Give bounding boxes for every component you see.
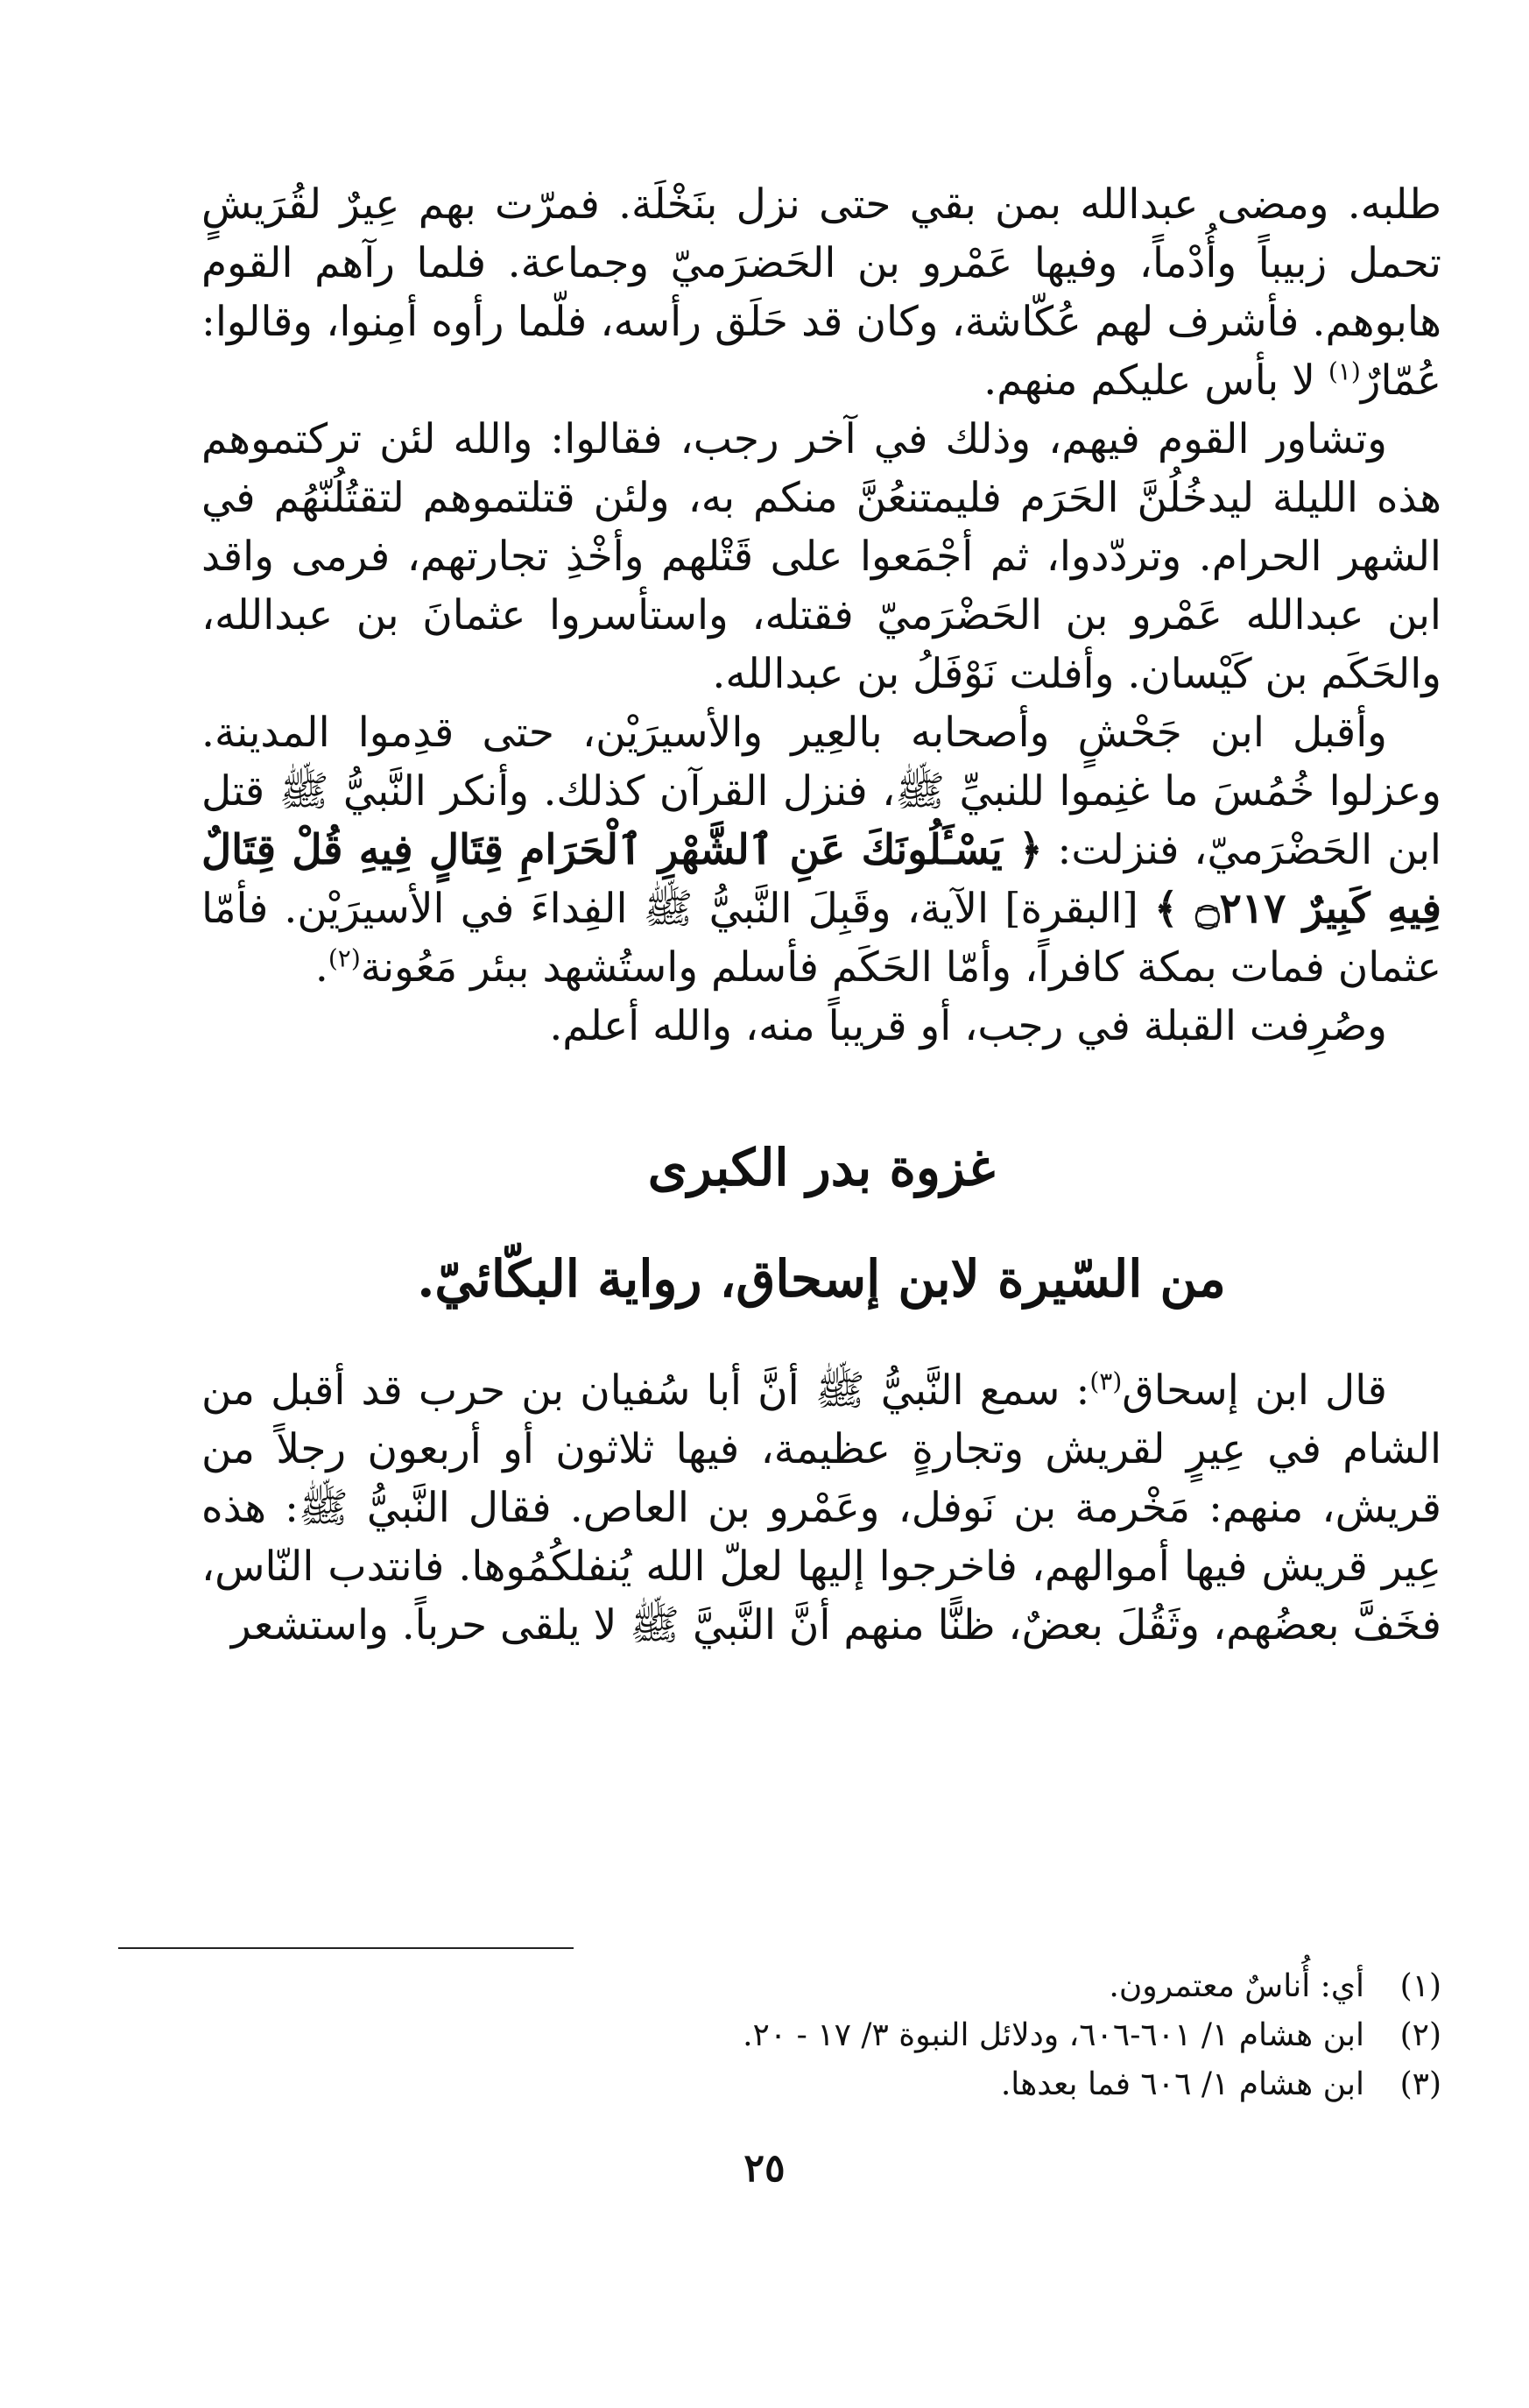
footnote-3 bbox=[201, 2060, 1441, 2109]
footnote-text: أي: أُناسٌ معتمرون. bbox=[1109, 1968, 1364, 2004]
paragraph-text: وصُرِفت القبلة في رجب، أو قريباً منه، والله أعلم. bbox=[549, 1002, 1387, 1050]
paragraph-text: لا بأس عليكم منهم. bbox=[983, 357, 1328, 405]
paragraph-1 bbox=[201, 175, 1441, 410]
footnote-number: (١) bbox=[1399, 1968, 1441, 2004]
paragraph-text: وتشاور القوم فيهم، وذلك في آخر رجب، فقالوا: والله لئن تركتموهم هذه الليلة ليدخُلُنَّ الحَرَم فليمتنعُنَّ منكم به، ولئن قتلتموهم لتقتُلُنّهُم في الشهر الحرام. وتردّدوا، ثم أجْمَعوا على قَتْلهم وأخْذِ تجارتهم، فرمى واقد ابن عبدالله عَمْرو بن الحَضْرَميّ فقتله، واستأسروا عثمانَ بن عبدالله، والحَكَم بن كَيْسان. وأفلت نَوْفَلُ بن عبدالله. bbox=[201, 415, 1441, 698]
quran-verse: ﴿ يَسْـَٔلُونَكَ عَنِ ٱلشَّهْرِ ٱلْحَرَامِ قِتَالٍ فِيهِ قُلْ قِتَالٌ فِيهِ كَبِيرٌ ۝٢١٧ ﴾ bbox=[201, 826, 1442, 933]
footnote-1 bbox=[201, 1962, 1441, 2011]
page-number: ٢٥ bbox=[743, 2146, 786, 2191]
paragraph-text: وأقبل ابن جَحْشٍ وأصحابه بالعِير والأسيرَيْن، حتى قدِموا المدينة. وعزلوا خُمُسَ ما غنِموا للنبيِّ ﷺ، فنزل القرآن كذلك. وأنكر النَّبيُّ ﷺ قتل ابن الحَضْرَميّ، فنزلت: bbox=[201, 709, 1441, 874]
footnote-2 bbox=[201, 2011, 1441, 2060]
paragraph-text: . bbox=[314, 943, 328, 992]
paragraph-4 bbox=[201, 997, 1441, 1056]
footnote-text: ابن هشام ١/ ٦٠٦ فما بعدها. bbox=[1000, 2066, 1364, 2102]
footnote-number: (٣) bbox=[1399, 2066, 1441, 2102]
paragraph-text: : سمع النَّبيُّ ﷺ أنَّ أبا سُفيان بن حرب قد أقبل من الشام في عِيرٍ لقريش وتجارةٍ عظيمة، فيها ثلاثون أو أربعون رجلاً من قريش، منهم: مَخْرمة بن نَوفل، وعَمْرو بن العاص. فقال النَّبيُّ ﷺ: هذه عِير قريش فيها أموالهم، فاخرجوا إليها لعلّ الله يُنفلكُمُوها. فانتدب النّاس، فخَفَّ بعضُهم، وثَقُلَ بعضٌ، ظنًّا منهم أنَّ النَّبيَّ ﷺ لا يلقى حرباً. واستشعر bbox=[201, 1366, 1441, 1649]
footnote-ref-2: (٢) bbox=[328, 943, 361, 973]
footnote-ref-1: (١) bbox=[1328, 357, 1361, 386]
paragraph-text: طلبه. ومضى عبدالله بمن بقي حتى نزل بنَخْلَة. فمرّت بهم عِيرٌ لقُرَيشٍ تحمل زبيباً وأُدْماً، وفيها عَمْرو بن الحَضرَميّ وجماعة. فلما رآهم القوم هابوهم. فأشرف لهم عُكّاشة، وكان قد حَلَق رأسه، فلّما رأوه أمِنوا، وقالوا: عُمّارٌ bbox=[201, 180, 1441, 405]
paragraph-5 bbox=[201, 1361, 1441, 1655]
footnote-divider bbox=[118, 1947, 574, 1949]
paragraph-text: قال ابن إسحاق bbox=[1122, 1366, 1387, 1415]
footnote-text: ابن هشام ١/ ٦٠١-٦٠٦، ودلائل النبوة ٣/ ١٧ - ٢٠. bbox=[743, 2017, 1364, 2053]
footnotes bbox=[201, 1962, 1441, 2109]
paragraph-3 bbox=[201, 703, 1441, 997]
section-heading: غزوة بدر الكبرى bbox=[647, 1138, 996, 1197]
footnote-number: (٢) bbox=[1399, 2017, 1441, 2053]
main-text bbox=[201, 175, 1441, 1655]
footnote-ref-3: (٣) bbox=[1089, 1366, 1123, 1396]
paragraph-2 bbox=[201, 410, 1441, 703]
paragraph-text: [البقرة] الآية، وقَبِلَ النَّبيُّ ﷺ الفِداءَ في الأسيرَيْن. فأمّا عثمان فمات بمكة كافراً، وأمّا الحَكَم فأسلم واستُشهد ببئر مَعُونة bbox=[201, 885, 1441, 992]
section-subheading: من السّيرة لابن إسحاق، رواية البكّائيّ. bbox=[417, 1249, 1226, 1309]
